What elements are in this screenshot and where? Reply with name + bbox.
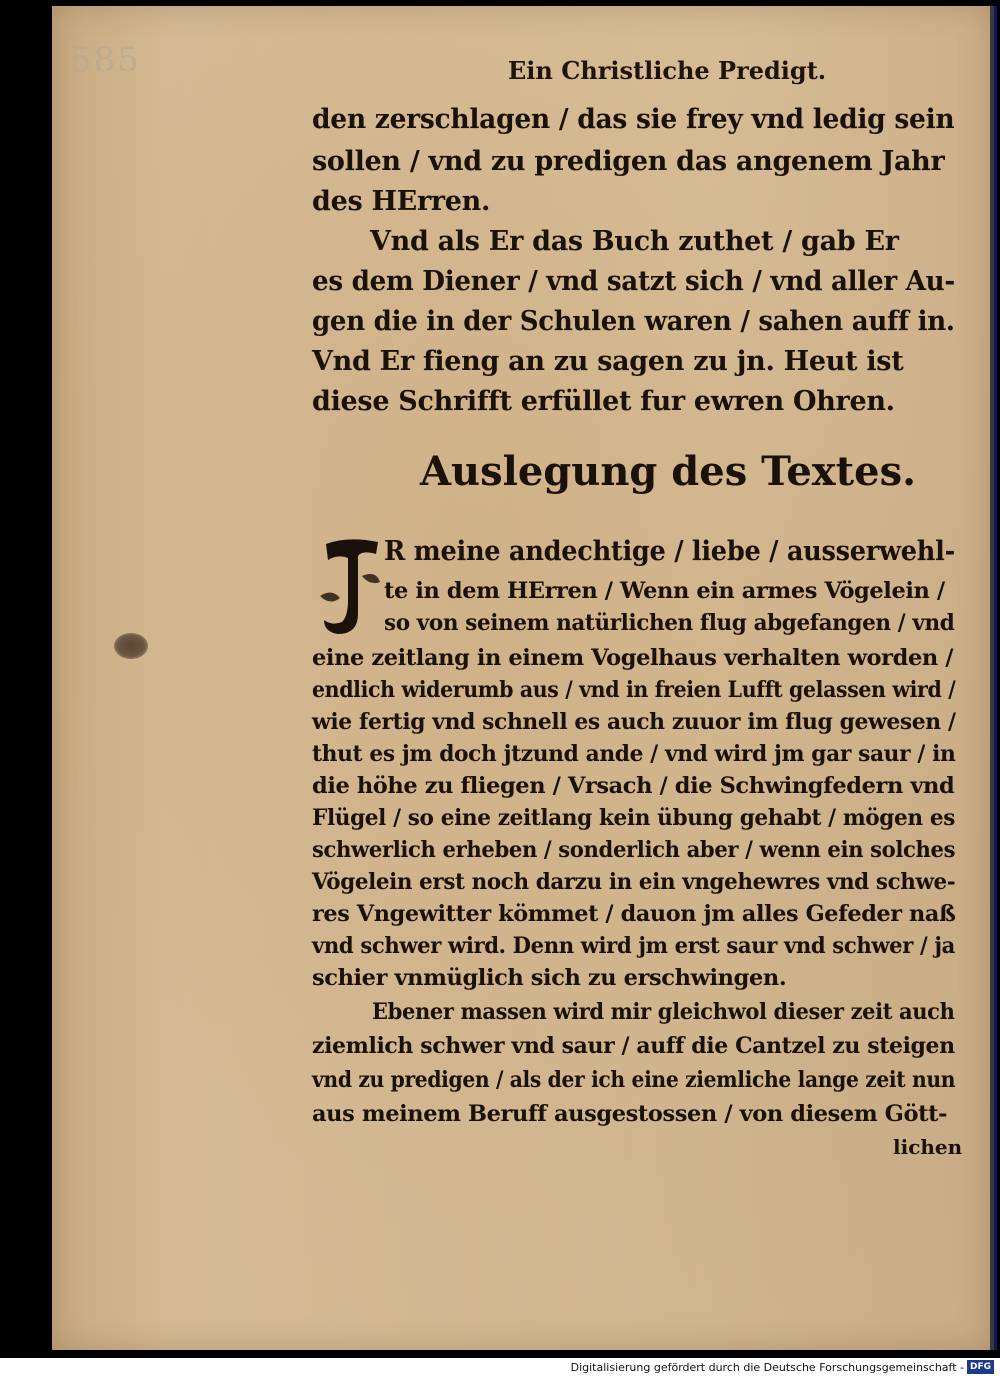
text-line: R meine andechtige / liebe / ausserwehl- (384, 536, 955, 567)
text-line: sollen / vnd zu predigen das angenem Jahr (312, 146, 945, 177)
text-line: so von seinem natürlichen flug abgefangen / vnd (384, 610, 955, 636)
text-line: ziemlich schwer vnd saur / auff die Cantzel zu steigen (312, 1033, 955, 1059)
page-edge-blue (994, 6, 997, 1350)
page-number: 585 (70, 40, 141, 80)
text-line: die höhe zu fliegen / Vrsach / die Schwingfedern vnd (312, 773, 955, 799)
text-line: vnd zu predigen / als der ich eine ziemliche lange zeit nun (312, 1067, 956, 1093)
text-line: schier vnmüglich sich zu erschwingen. (312, 965, 787, 991)
footer-credit: Digitalisierung gefördert durch die Deutsche Forschungsgemeinschaft - (570, 1361, 964, 1374)
text-line: wie fertig vnd schnell es auch zuuor im flug gewesen / (312, 709, 956, 735)
text-line: Vnd als Er das Buch zuthet / gab Er (370, 226, 899, 257)
text-line: aus meinem Beruff ausgestossen / von diesem Gött- (312, 1101, 948, 1127)
ink-stain (114, 633, 148, 659)
text-line: te in dem HErren / Wenn ein armes Vögelein / (384, 578, 945, 604)
text-line: eine zeitlang in einem Vogelhaus verhalten worden / (312, 645, 954, 671)
drop-initial-ornament-icon (318, 536, 384, 640)
text-line: thut es jm doch jtzund ande / vnd wird jm gar saur / in (312, 741, 956, 767)
section-heading: Auslegung des Textes. (420, 448, 917, 495)
running-head: Ein Christliche Predigt. (508, 56, 827, 85)
text-line: den zerschlagen / das sie frey vnd ledig sein (312, 104, 955, 135)
text-line: Vögelein erst noch darzu in ein vngehewres vnd schwe- (312, 869, 956, 895)
text-line: res Vngewitter kömmet / dauon jm alles Gefeder naß (312, 901, 956, 927)
text-line: schwerlich erheben / sonderlich aber / wenn ein solches (312, 837, 956, 863)
text-line: diese Schrifft erfüllet fur ewren Ohren. (312, 386, 895, 417)
catchword: lichen (893, 1135, 963, 1159)
text-line: des HErren. (312, 186, 491, 217)
dfg-logo-icon: DFG (967, 1360, 994, 1374)
footer-bar (0, 1358, 1000, 1378)
text-line: Flügel / so eine zeitlang kein übung gehabt / mögen es (312, 805, 955, 831)
text-line: Vnd Er fieng an zu sagen zu jn. Heut ist (312, 346, 904, 377)
text-line: es dem Diener / vnd satzt sich / vnd aller Au- (312, 266, 956, 297)
text-line: gen die in der Schulen waren / sahen auff in. (312, 306, 955, 337)
text-line: Ebener massen wird mir gleichwol dieser zeit auch (372, 999, 955, 1025)
text-line: endlich widerumb aus / vnd in freien Lufft gelassen wird / (312, 677, 956, 703)
text-line: vnd schwer wird. Denn wird jm erst saur vnd schwer / ja (312, 933, 955, 959)
drop-initial (318, 536, 384, 640)
